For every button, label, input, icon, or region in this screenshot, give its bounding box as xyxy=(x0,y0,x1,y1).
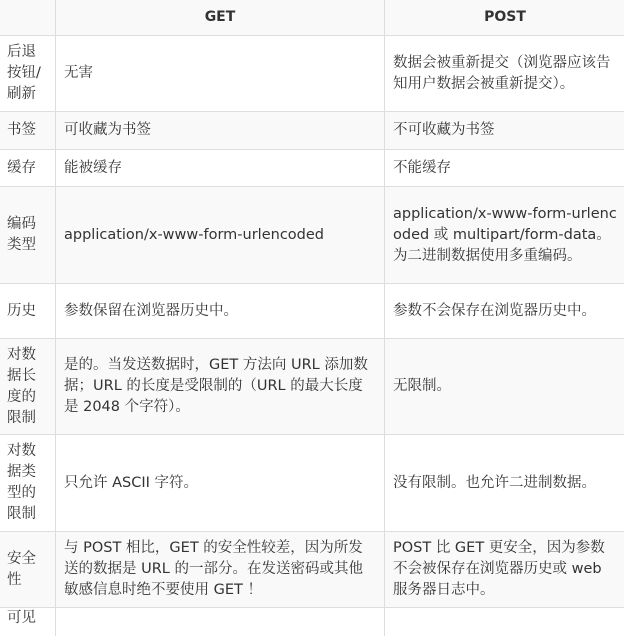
row-post-value: 不能缓存 xyxy=(385,150,624,187)
row-get-value: 无害 xyxy=(56,36,385,112)
table-row xyxy=(0,532,624,608)
table-row xyxy=(0,284,624,339)
table-row xyxy=(0,36,624,112)
table-row xyxy=(0,187,624,284)
table-row xyxy=(0,608,624,636)
row-get-value: 只允许 ASCII 字符。 xyxy=(56,435,385,532)
row-post-value: application/x-www-form-urlencoded 或 multipart/form-data。为二进制数据使用多重编码。 xyxy=(385,187,624,284)
row-get-value: 可收藏为书签 xyxy=(56,112,385,150)
row-post-value xyxy=(385,608,624,636)
row-get-value: application/x-www-form-urlencoded xyxy=(56,187,385,284)
table-row xyxy=(0,339,624,435)
row-key: 对数据类型的限制 xyxy=(0,435,56,532)
row-get-value xyxy=(56,608,385,636)
row-post-value: 无限制。 xyxy=(385,339,624,435)
row-key: 对数据长度的限制 xyxy=(0,339,56,435)
row-key: 后退按钮/刷新 xyxy=(0,36,56,112)
table-row xyxy=(0,435,624,532)
row-post-value: 没有限制。也允许二进制数据。 xyxy=(385,435,624,532)
row-get-value: 与 POST 相比，GET 的安全性较差，因为所发送的数据是 URL 的一部分。在发送密码或其他敏感信息时绝不要使用 GET ！ xyxy=(56,532,385,608)
table-header-row xyxy=(0,0,624,36)
row-key: 编码类型 xyxy=(0,187,56,284)
row-post-value: 参数不会保存在浏览器历史中。 xyxy=(385,284,624,339)
row-key: 可见 xyxy=(0,608,56,636)
table-row xyxy=(0,150,624,187)
table-row xyxy=(0,112,624,150)
row-key: 缓存 xyxy=(0,150,56,187)
row-post-value: POST 比 GET 更安全，因为参数不会被保存在浏览器历史或 web 服务器日志中。 xyxy=(385,532,624,608)
row-key: 历史 xyxy=(0,284,56,339)
row-get-value: 参数保留在浏览器历史中。 xyxy=(56,284,385,339)
row-post-value: 不可收藏为书签 xyxy=(385,112,624,150)
row-get-value: 是的。当发送数据时，GET 方法向 URL 添加数据；URL 的长度是受限制的（URL 的最大长度是 2048 个字符）。 xyxy=(56,339,385,435)
header-post: POST xyxy=(385,0,624,36)
row-key: 安全性 xyxy=(0,532,56,608)
header-get: GET xyxy=(56,0,385,36)
row-get-value: 能被缓存 xyxy=(56,150,385,187)
row-post-value: 数据会被重新提交（浏览器应该告知用户数据会被重新提交）。 xyxy=(385,36,624,112)
header-empty-cell xyxy=(0,0,56,36)
row-key: 书签 xyxy=(0,112,56,150)
